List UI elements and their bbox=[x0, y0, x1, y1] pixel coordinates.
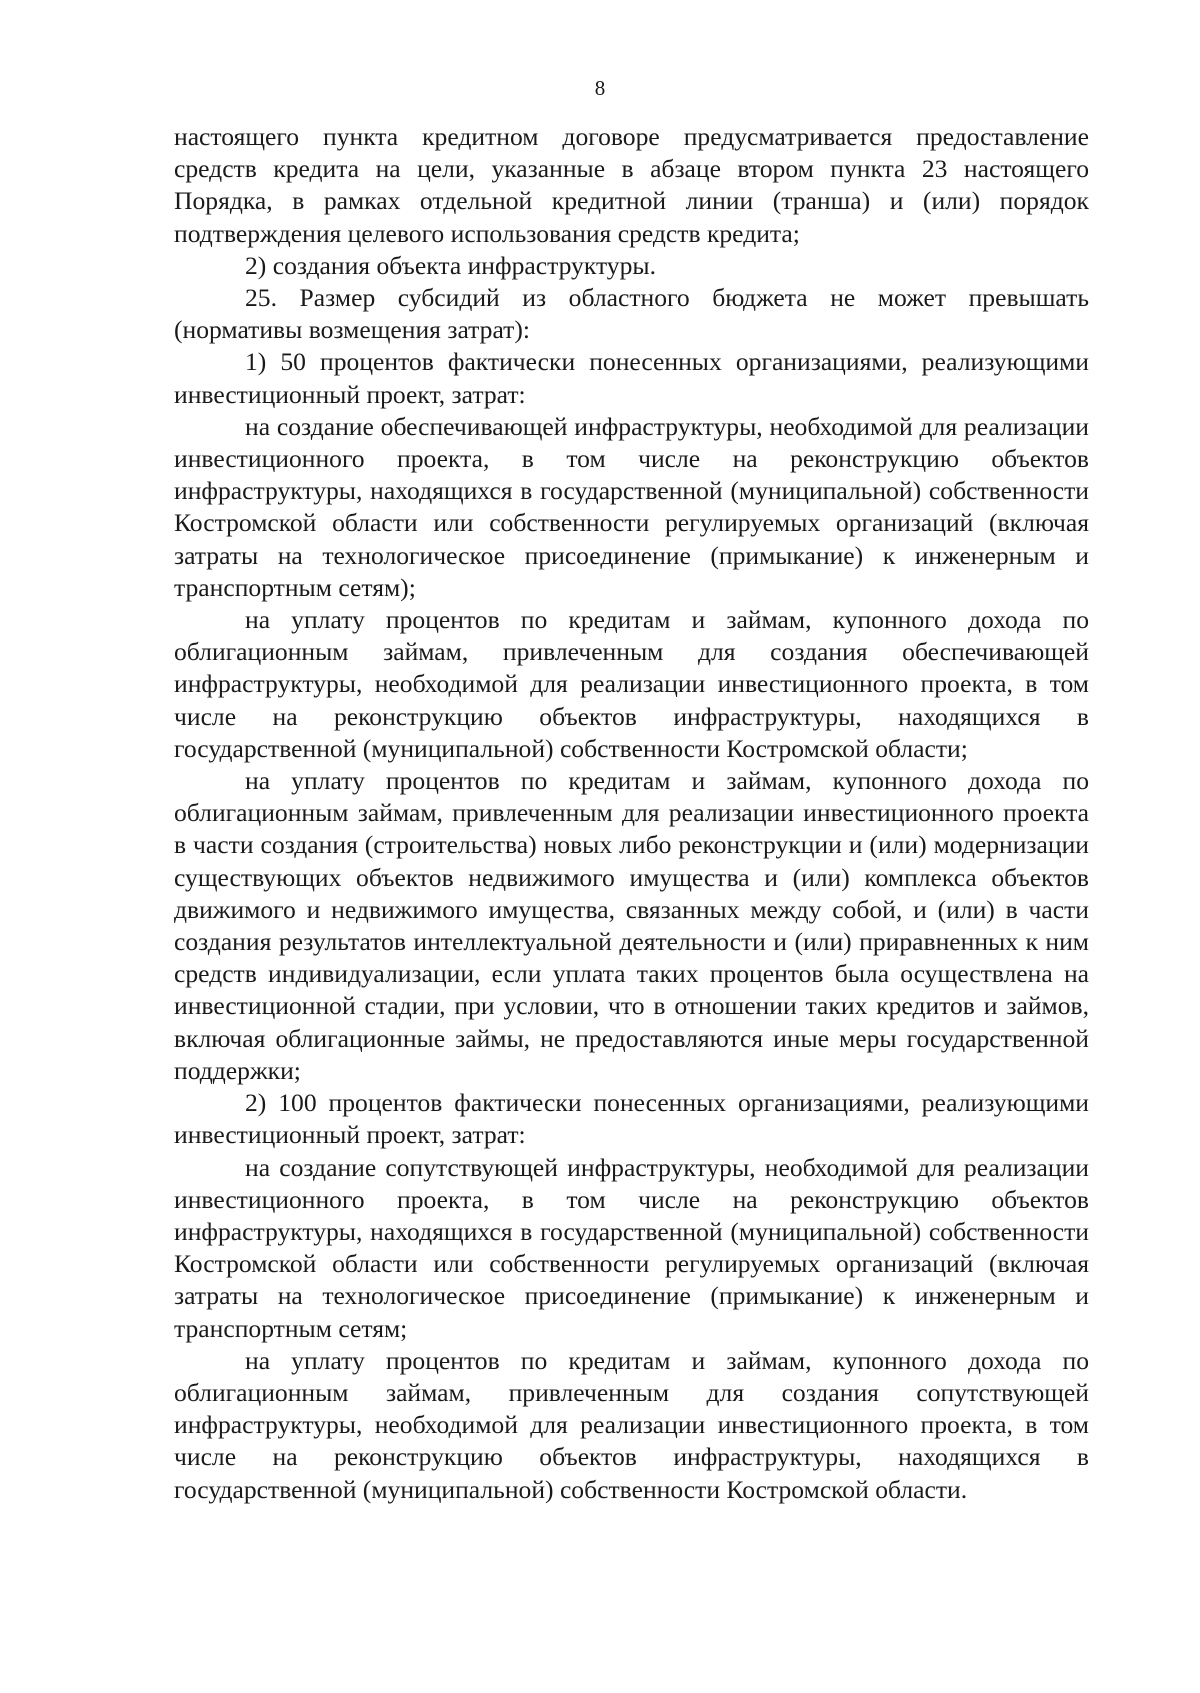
paragraph: на уплату процентов по кредитам и займам, купонного дохода по облигационным займам, привлеченным для создания обеспечивающей инфраструктуры, необходимой для реализации инвестиционного проекта, в том числе на реконструкцию объектов инфраструктуры, находящихся в государственной (муниципальной) собственности Костромской области; bbox=[174, 605, 1089, 763]
document-body bbox=[174, 121, 1089, 1506]
paragraph: на уплату процентов по кредитам и займам, купонного дохода по облигационным займам, привлеченным для реализации инвестиционного проекта в части создания (строительства) новых либо реконструкции и (или) модернизации существующих объектов недвижимого имущества и (или) комплекса объектов движимого и недвижимого имущества, связанных между собой, и (или) в части создания результатов интеллектуальной деятельности и (или) приравненных к ним средств индивидуализации, если уплата таких процентов была осуществлена на инвестиционной стадии, при условии, что в отношении таких кредитов и займов, включая облигационные займы, не предоставляются иные меры государственной поддержки; bbox=[174, 766, 1089, 1085]
paragraph: на уплату процентов по кредитам и займам, купонного дохода по облигационным займам, привлеченным для создания сопутствующей инфраструктуры, необходимой для реализации инвестиционного проекта, в том числе на реконструкцию объектов инфраструктуры, находящихся в государственной (муниципальной) собственности Костромской области. bbox=[174, 1345, 1089, 1504]
paragraph: 2) создания объекта инфраструктуры. bbox=[245, 250, 656, 280]
paragraph: 25. Размер субсидий из областного бюджета не может превышать (нормативы возмещения затрат): bbox=[174, 283, 1089, 345]
paragraph: на создание сопутствующей инфраструктуры, необходимой для реализации инвестиционного проекта, в том числе на реконструкцию объектов инфраструктуры, находящихся в государственной (муниципальной) собственности Костромской области или собственности регулируемых организаций (включая затраты на технологическое присоединение (примыкание) к инженерным и транспортным сетям; bbox=[174, 1152, 1089, 1343]
paragraph: 2) 100 процентов фактически понесенных организациями, реализующими инвестиционный проект, затрат: bbox=[174, 1088, 1089, 1150]
page-number: 8 bbox=[594, 76, 606, 100]
paragraph: на создание обеспечивающей инфраструктуры, необходимой для реализации инвестиционного проекта, в том числе на реконструкцию объектов инфраструктуры, находящихся в государственной (муниципальной) собственности Костромской области или собственности регулируемых организаций (включая затраты на технологическое присоединение (примыкание) к инженерным и транспортным сетям); bbox=[174, 411, 1089, 602]
paragraph: настоящего пункта кредитном договоре предусматривается предоставление средств кредита на цели, указанные в абзаце втором пункта 23 настоящего Порядка, в рамках отдельной кредитной линии (транша) и (или) порядок подтверждения целевого использования средств кредита; bbox=[174, 122, 1089, 248]
paragraph: 1) 50 процентов фактически понесенных организациями, реализующими инвестиционный проект, затрат: bbox=[174, 347, 1089, 409]
